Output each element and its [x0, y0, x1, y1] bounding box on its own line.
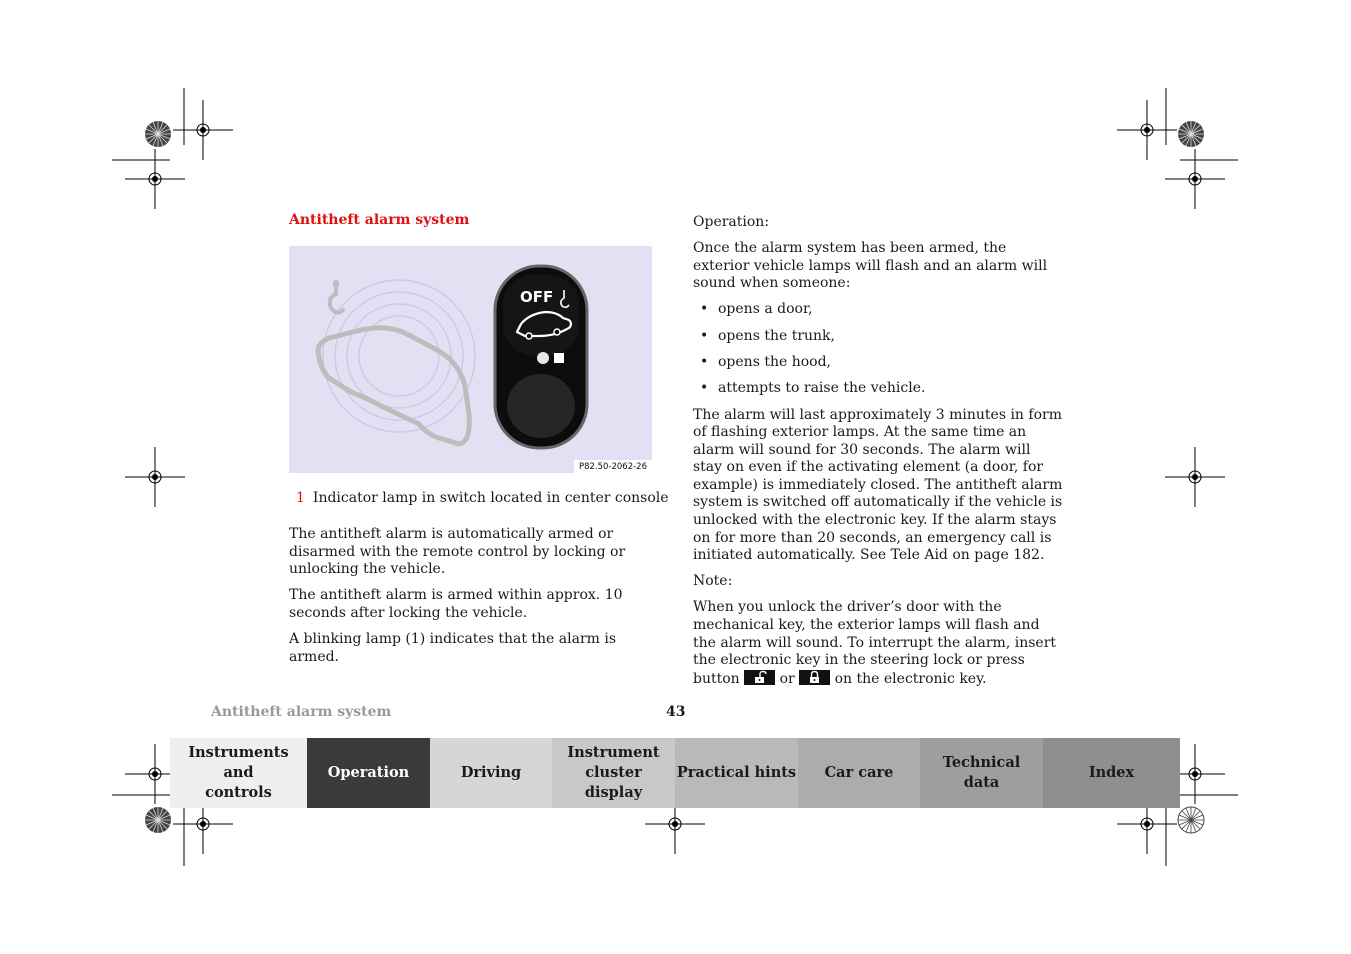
alarm-switch-figure — [289, 246, 652, 473]
tab-practical-hints[interactable]: Practical hints — [675, 738, 798, 808]
footer-title: Antitheft alarm system — [211, 704, 392, 720]
operation-heading: Operation: — [693, 214, 770, 230]
trigger-list — [693, 301, 1063, 397]
tab-operation[interactable]: Operation — [307, 738, 430, 808]
section-title: Antitheft alarm system — [289, 212, 470, 228]
figure-code: P82.50-2062-26 — [574, 460, 652, 473]
tab-instrument-cluster-display[interactable]: Instrument cluster display — [552, 738, 675, 808]
list-item: • opens the hood, — [693, 354, 1063, 372]
tab-driving[interactable]: Driving — [430, 738, 552, 808]
note-paragraph — [693, 599, 1063, 688]
paragraph: A blinking lamp (1) indicates that the alarm is armed. — [289, 630, 617, 665]
caption-text: Indicator lamp in switch located in center console — [312, 490, 669, 506]
tab-technical-data[interactable]: Technical data — [920, 738, 1043, 808]
note-text: on the electronic key. — [834, 670, 987, 687]
tab-instruments-and-controls[interactable]: Instruments and controls — [170, 738, 307, 808]
page-number: 43 — [666, 704, 686, 720]
figure-caption — [296, 490, 669, 508]
note-or-text: or — [779, 670, 795, 687]
lock-key-icon — [799, 670, 830, 685]
list-item: • opens the trunk, — [693, 328, 1063, 346]
unlock-key-icon — [744, 670, 775, 685]
paragraph: The alarm will last approximately 3 minutes in form of flashing exterior lamps. At the same time an alarm will sound for 30 seconds. The alarm will stay on even if the activating element (a door, for example) is immediately closed. The antitheft alarm system is switched off automatically if the vehicle is unlocked with the electronic key. If the alarm stays on for more than 20 seconds, an emergency call is initiated automatically. See Tele Aid on page 182. — [693, 406, 1063, 564]
list-item: • attempts to raise the vehicle. — [693, 380, 1063, 398]
right-column — [693, 214, 1063, 697]
note-text: When you unlock the driver’s door with the mechanical key, the exterior lamps will flash and the alarm will sound. To interrupt the alarm, insert the electronic key in the steering lock or press button — [693, 599, 1057, 687]
switch-off-label: OFF — [520, 288, 554, 306]
alarm-switch-illustration — [289, 246, 652, 473]
paragraph: The antitheft alarm is automatically armed or disarmed with the remote control by locking or unlocking the vehicle. — [289, 526, 626, 578]
note-heading: Note: — [693, 573, 733, 590]
caption-number: 1 — [296, 490, 305, 506]
left-column — [289, 526, 657, 675]
tab-index[interactable]: Index — [1043, 738, 1180, 808]
paragraph: Once the alarm system has been armed, the exterior vehicle lamps will flash and an alarm will sound when someone: — [693, 240, 1048, 292]
chapter-nav — [170, 738, 1180, 808]
paragraph: The antitheft alarm is armed within approx. 10 seconds after locking the vehicle. — [289, 587, 623, 621]
list-item: • opens a door, — [693, 301, 1063, 319]
tab-car-care[interactable]: Car care — [798, 738, 920, 808]
